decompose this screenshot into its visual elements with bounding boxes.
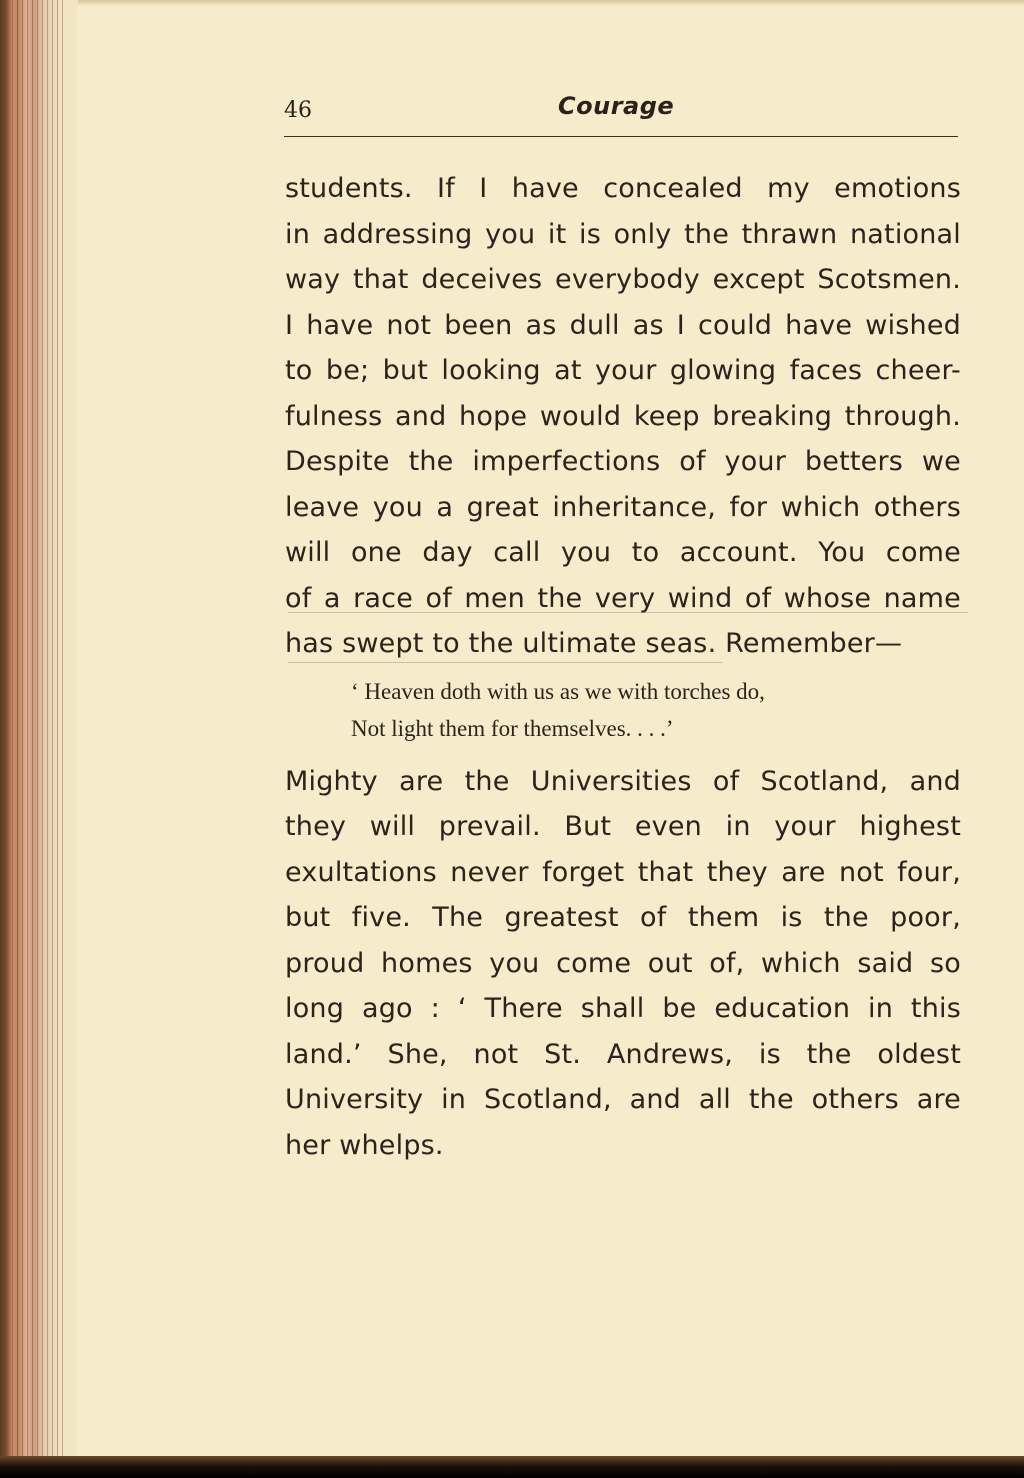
text-line: has swept to the ultimate seas. Remember— bbox=[285, 628, 903, 659]
paragraph-1 bbox=[285, 166, 961, 667]
text-line: will one day call you to account. You come bbox=[285, 537, 961, 568]
text-line: proud homes you come out of, which said so bbox=[285, 947, 961, 979]
text-line: Mighty are the Universities of Scotland, and bbox=[285, 765, 961, 797]
text-line: in addressing you it is only the thrawn national bbox=[285, 218, 961, 250]
text-line: Despite the imperfections of your betters we bbox=[285, 446, 961, 477]
page-number: 46 bbox=[284, 98, 312, 123]
text-line: her whelps. bbox=[285, 1129, 444, 1161]
running-head bbox=[284, 92, 958, 136]
head-rule bbox=[284, 136, 958, 137]
page-stack-stripes bbox=[12, 0, 66, 1478]
page-top-edge bbox=[0, 0, 1024, 6]
text-line: but five. The greatest of them is the poor, bbox=[285, 902, 961, 933]
text-line: they will prevail. But even in your highest bbox=[285, 811, 961, 842]
text-line: I have not been as dull as I could have wished bbox=[285, 309, 961, 341]
body-text bbox=[285, 166, 961, 1168]
text-line: University in Scotland, and all the others are bbox=[285, 1084, 961, 1115]
text-line: of a race of men the very wind of whose name bbox=[285, 582, 961, 614]
quote-line: Not light them for themselves. . . .’ bbox=[351, 715, 674, 741]
page-stack-edge bbox=[0, 0, 78, 1478]
text-line: leave you a great inheritance, for which others bbox=[285, 491, 961, 523]
text-line: land.’ She, not St. Andrews, is the oldest bbox=[285, 1038, 961, 1070]
verse-quotation bbox=[285, 673, 961, 747]
quote-line: ‘ Heaven doth with us as we with torches do, bbox=[351, 678, 765, 704]
text-line: way that deceives everybody except Scotsmen. bbox=[285, 264, 961, 295]
paragraph-2 bbox=[285, 759, 961, 1169]
text-line: students. If I have concealed my emotions bbox=[285, 173, 961, 204]
text-line: fulness and hope would keep breaking through. bbox=[285, 400, 961, 432]
page-bottom-edge bbox=[0, 1456, 1024, 1478]
text-line: exultations never forget that they are not four, bbox=[285, 856, 961, 888]
text-line: to be; but looking at your glowing faces cheer- bbox=[285, 355, 961, 386]
running-title: Courage bbox=[558, 92, 675, 120]
text-line: long ago : ‘ There shall be education in this bbox=[285, 993, 961, 1024]
